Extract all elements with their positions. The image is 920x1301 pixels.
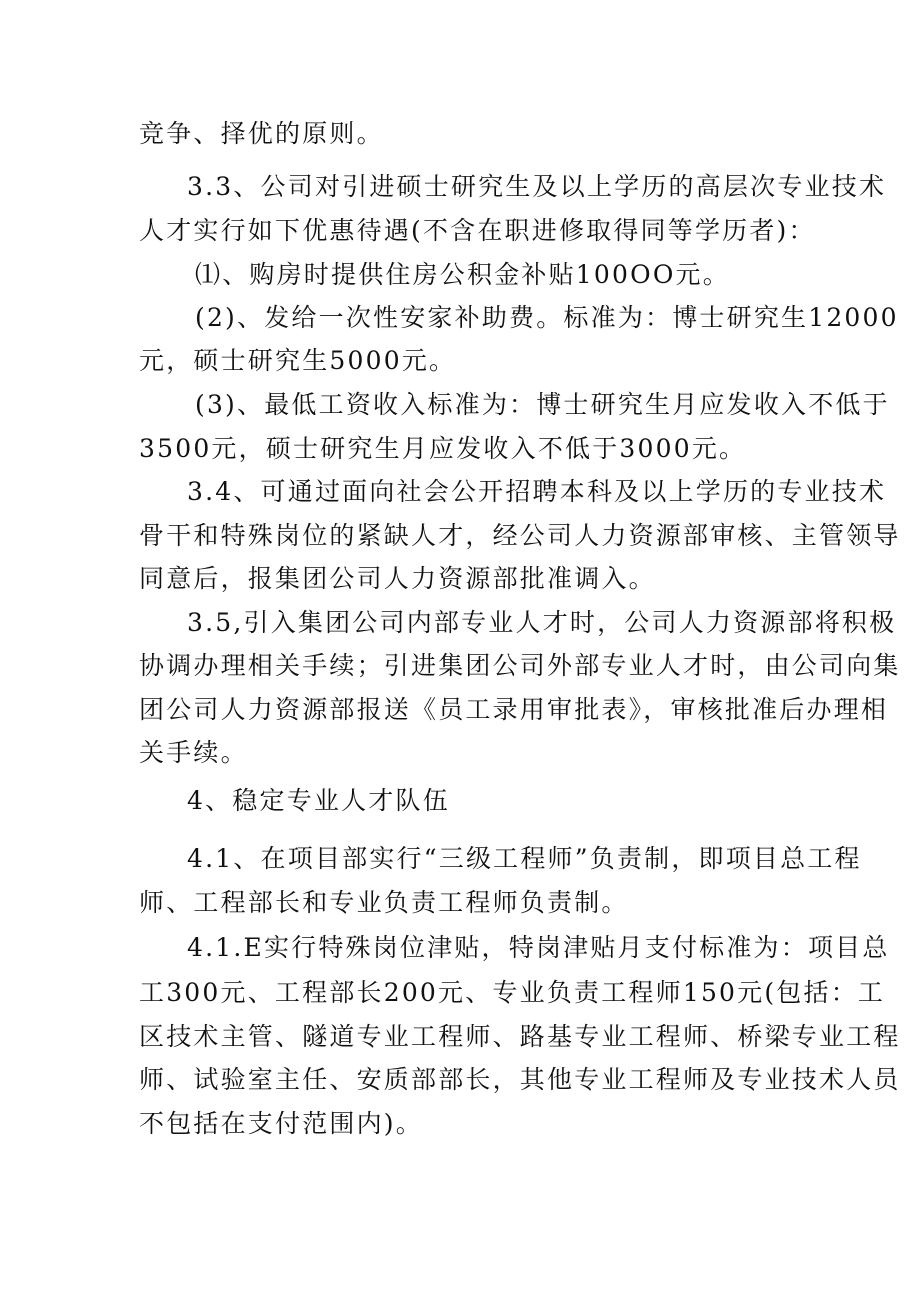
text-line: 工300元、工程部长200元、专业负责工程师150元(包括：工 bbox=[139, 978, 886, 1007]
text-line: (2)、发给一次性安家补助费。标准为：博士研究生12000 bbox=[195, 303, 899, 332]
text-line: 骨干和特殊岗位的紧缺人才，经公司人力资源部审核、主管领导 bbox=[139, 521, 901, 550]
text-line: 4.1、在项目部实行“三级工程师”负责制，即项目总工程 bbox=[187, 844, 862, 873]
text-line: 协调办理相关手续；引进集团公司外部专业人才时，由公司向集 bbox=[139, 651, 901, 680]
text-line: 同意后，报集团公司人力资源部批准调入。 bbox=[139, 564, 656, 593]
text-line: 3500元，硕士研究生月应发收入不低于3000元。 bbox=[139, 434, 747, 463]
text-line: (3)、最低工资收入标准为：博士研究生月应发收入不低于 bbox=[195, 390, 890, 419]
text-line: ⑴、购房时提供住房公积金补贴100OO元。 bbox=[195, 260, 730, 289]
text-line: 关手续。 bbox=[139, 738, 248, 767]
text-line: 人才实行如下优惠待遇(不含在职进修取得同等学历者)： bbox=[139, 216, 816, 245]
text-line: 3.5,引入集团公司内部专业人才时，公司人力资源部将积极 bbox=[187, 608, 897, 637]
text-line: 师、试验室主任、安质部部长，其他专业工程师及专业技术人员 bbox=[139, 1065, 901, 1094]
text-line: 3.3、公司对引进硕士研究生及以上学历的高层次专业技术 bbox=[187, 172, 887, 201]
text-line: 团公司人力资源部报送《员工录用审批表》，审核批准后办理相 bbox=[139, 695, 889, 724]
text-line: 元，硕士研究生5000元。 bbox=[139, 346, 457, 375]
text-line: 不包括在支付范围内)。 bbox=[139, 1109, 423, 1138]
text-line: 3.4、可通过面向社会公开招聘本科及以上学历的专业技术 bbox=[187, 477, 887, 506]
text-line: 竞争、择优的原则。 bbox=[139, 119, 384, 148]
text-line: 4.1.E实行特殊岗位津贴，特岗津贴月支付标准为：项目总 bbox=[187, 933, 890, 962]
section-heading: 4、稳定专业人才队伍 bbox=[187, 786, 450, 815]
text-line: 师、工程部长和专业负责工程师负责制。 bbox=[139, 888, 629, 917]
text-line: 区技术主管、隧道专业工程师、路基专业工程师、桥梁专业工程 bbox=[139, 1022, 901, 1051]
